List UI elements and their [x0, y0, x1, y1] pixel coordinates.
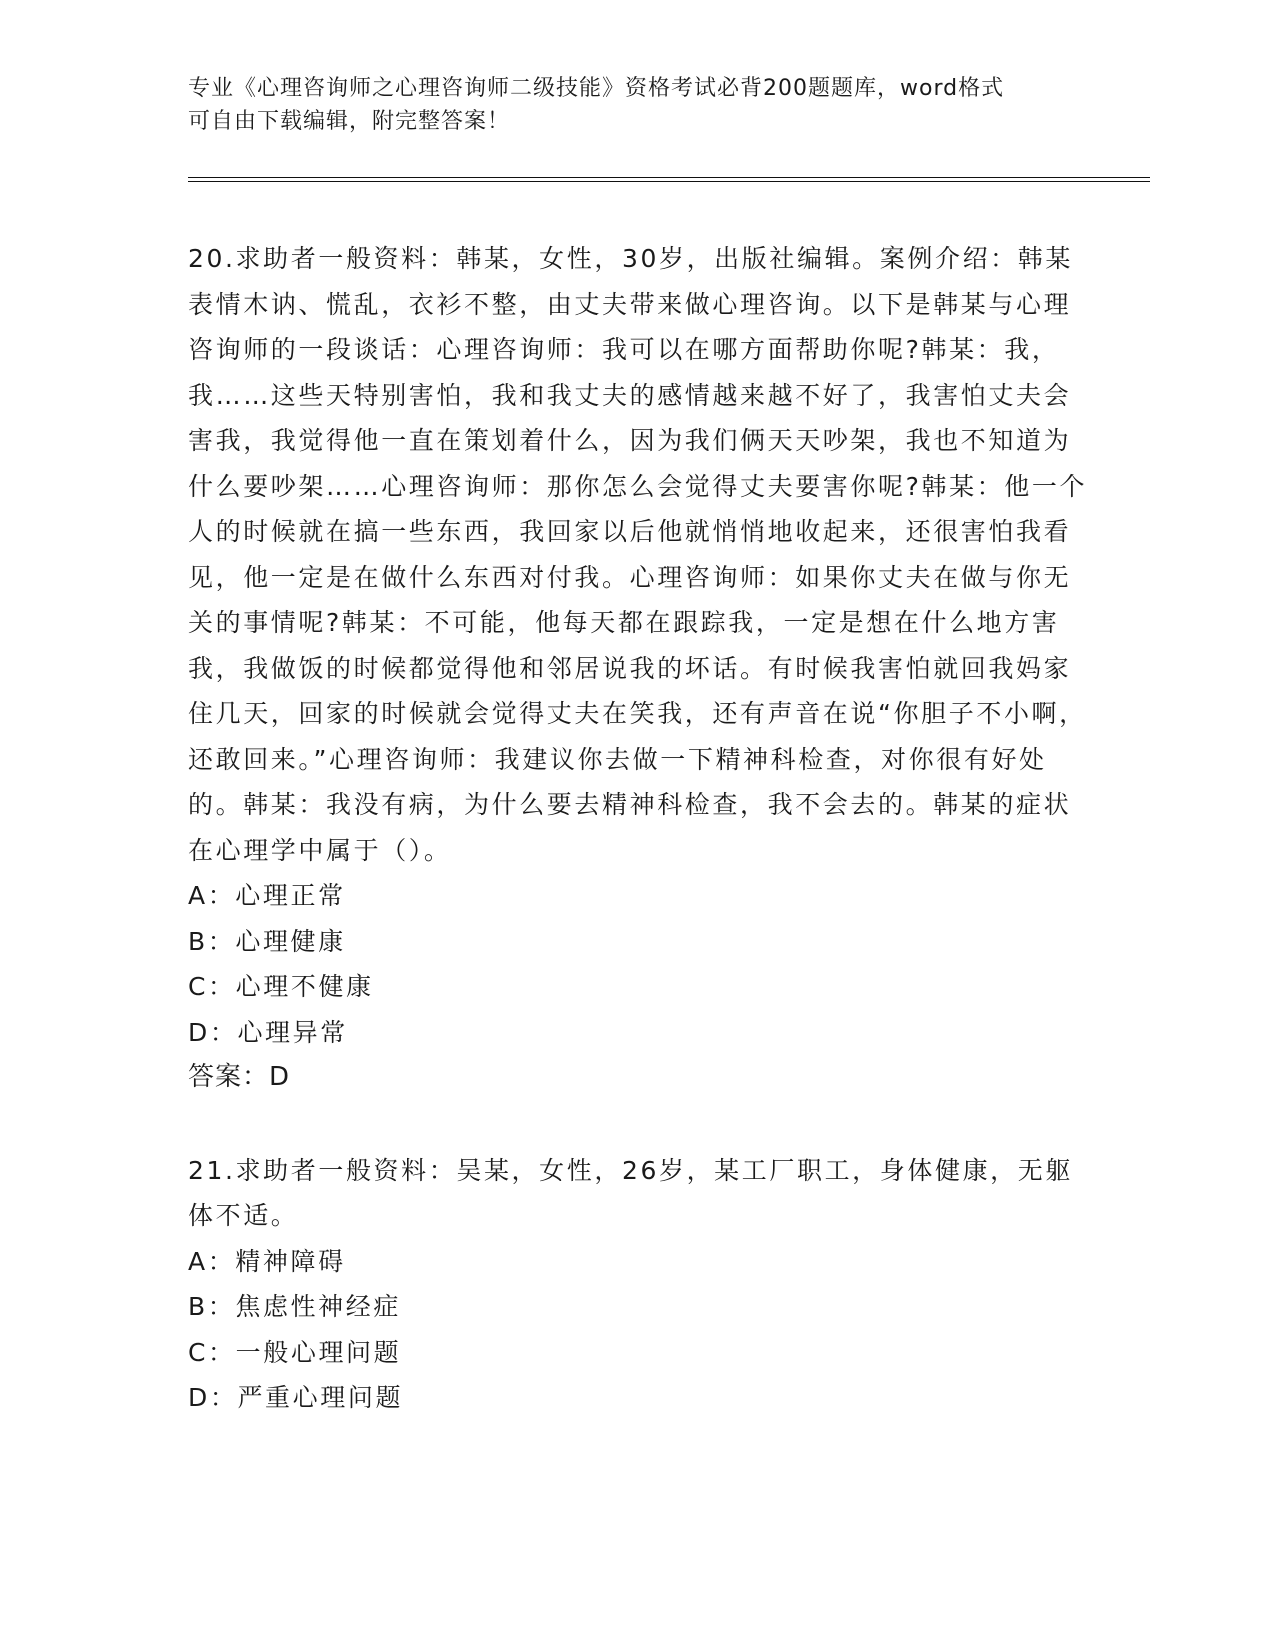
answer-line: 答案：D	[188, 1062, 291, 1092]
question-list	[188, 236, 1088, 1421]
option-a: A：心理正常	[188, 881, 346, 910]
option-d: D：严重心理问题	[188, 1383, 404, 1412]
option-b: B：焦虑性神经症	[188, 1292, 401, 1321]
option-b: B：心理健康	[188, 926, 346, 956]
question-20	[188, 236, 1088, 1101]
question-21	[188, 1148, 1088, 1421]
question-spacer	[188, 1101, 1088, 1148]
header-line-1: 专业《心理咨询师之心理咨询师二级技能》资格考试必背200题题库，word格式	[188, 76, 1005, 101]
question-text: 20.求助者一般资料：韩某，女性，30岁，出版社编辑。案例介绍：韩某表情木讷、慌乱，衣衫不整，由丈夫带来做心理咨询。以下是韩某与心理咨询师的一段谈话：心理咨询师：我可以在哪方面帮助你呢?韩某：我，我……这些天特别害怕，我和我丈夫的感情越来越不好了，我害怕丈夫会害我，我觉得他一直在策划着什么，因为我们俩天天吵架，我也不知道为什么要吵架……心理咨询师：那你怎么会觉得丈夫要害你呢?韩某：他一个人的时候就在搞一些东西，我回家以后他就悄悄地收起来，还很害怕我看见，他一定是在做什么东西对付我。心理咨询师：如果你丈夫在做与你无关的事情呢?韩某：不可能，他每天都在跟踪我，一定是想在什么地方害我，我做饭的时候都觉得他和邻居说我的坏话。有时候我害怕就回我妈家住几天，回家的时候就会觉得丈夫在笑我，还有声音在说“你胆子不小啊，还敢回来。”心理咨询师：我建议你去做一下精神科检查，对你很有好处的。韩某：我没有病，为什么要去精神科检查，我不会去的。韩某的症状在心理学中属于（）。	[188, 244, 1088, 865]
header-divider	[188, 177, 1150, 182]
option-c: C：心理不健康	[188, 972, 374, 1001]
option-a: A：精神障碍	[188, 1246, 346, 1276]
question-text: 21.求助者一般资料：吴某，女性，26岁，某工厂职工，身体健康，无躯体不适。	[188, 1155, 1073, 1230]
header-line-2: 可自由下载编辑，附完整答案！	[188, 109, 511, 134]
option-c: C：一般心理问题	[188, 1337, 402, 1367]
option-d: D：心理异常	[188, 1017, 348, 1047]
document-header	[188, 72, 1088, 138]
